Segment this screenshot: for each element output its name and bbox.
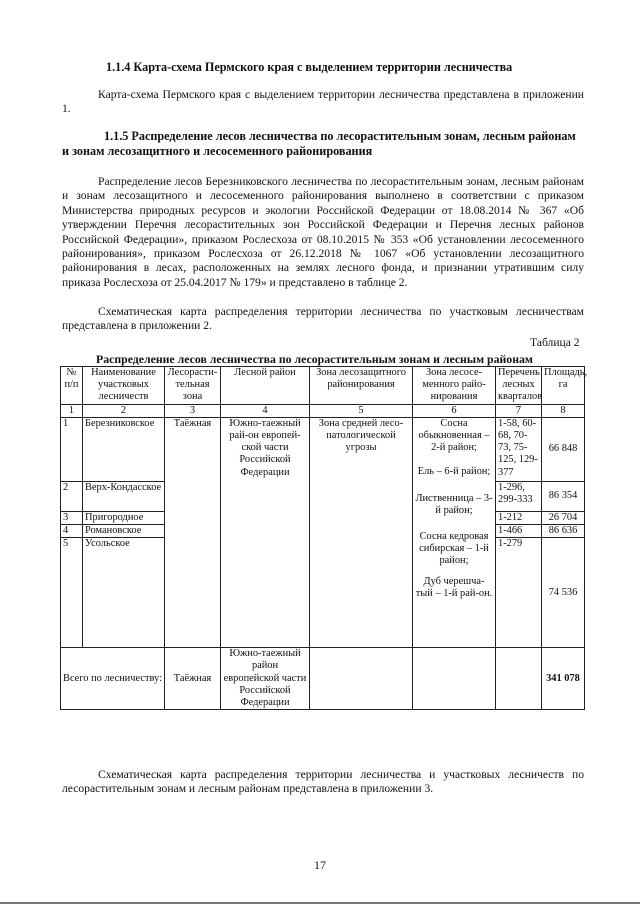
- total-empty: [413, 648, 496, 710]
- total-zone: Таёжная: [165, 648, 221, 710]
- table-caption: Распределение лесов лесничества по лесорастительным зонам и лесным районам: [96, 352, 533, 366]
- col-number: 5: [310, 404, 413, 417]
- header-protect: Зона лесозащитного районирования: [310, 367, 413, 405]
- row-quarters: 1-279: [496, 538, 542, 648]
- total-label: Всего по лесничеству:: [61, 648, 165, 710]
- seed-zone-cedar: Сосна кедровая сибирская – 1-й район;: [419, 531, 489, 567]
- total-empty: [310, 648, 413, 710]
- page-bottom-edge: [0, 902, 640, 904]
- row-area: 66 848: [542, 417, 585, 481]
- row-area: 86 354: [542, 481, 585, 511]
- forest-zone-cell: Таёжная: [165, 417, 221, 647]
- row-name: Пригородное: [83, 511, 165, 524]
- row-name: Романовское: [83, 525, 165, 538]
- paragraph-appendix-1: Карта-схема Пермского края с выделением территории лесничества представлена в приложении 1.: [62, 88, 584, 116]
- header-district: Лесной район: [221, 367, 310, 405]
- seed-zone-pine: Сосна обыкновенная – 2-й район;: [418, 417, 490, 454]
- row-quarters: 1-466: [496, 525, 542, 538]
- total-empty: [496, 648, 542, 710]
- row-num: 2: [61, 481, 83, 511]
- header-name: Наименование участковых лесничеств: [83, 367, 165, 405]
- heading-line-1: 1.1.5 Распределение лесов лесничества по лесорастительным зонам, лесным районам: [104, 129, 576, 143]
- protect-zone-cell: Зона средней лесо-патологической угрозы: [310, 417, 413, 647]
- col-number: 7: [496, 404, 542, 417]
- col-number: 1: [61, 404, 83, 417]
- header-seed: Зона лесосе-менного райо-нирования: [413, 367, 496, 405]
- row-num: 4: [61, 525, 83, 538]
- row-area: 86 636: [542, 525, 585, 538]
- heading-line-2: и зонам лесозащитного и лесосеменного районирования: [62, 144, 373, 158]
- row-quarters: 1-212: [496, 511, 542, 524]
- header-num: № п/п: [61, 367, 83, 405]
- seed-zone-larch: Лиственница – 3-й район;: [415, 492, 493, 516]
- row-area: 26 704: [542, 511, 585, 524]
- total-district: Южно-таежный район европейской части Российской Федерации: [221, 648, 310, 710]
- col-number: 6: [413, 404, 496, 417]
- seed-zone-oak: Дуб черешча-тый – 1-й рай-он.: [415, 575, 493, 599]
- row-area: 74 536: [542, 538, 585, 648]
- total-area: 341 078: [542, 648, 585, 710]
- section-heading-1-1-5: [62, 129, 592, 159]
- table-row: [61, 417, 585, 481]
- total-row: [61, 648, 585, 710]
- col-number: 8: [542, 404, 585, 417]
- header-quarters: Перечень лесных кварталов: [496, 367, 542, 405]
- col-number: 4: [221, 404, 310, 417]
- table-label: Таблица 2: [530, 336, 580, 349]
- table-header-row: [61, 367, 585, 405]
- seed-zone-spruce: Ель – 6-й район;: [417, 466, 491, 478]
- row-num: 5: [61, 538, 83, 648]
- page-number: 17: [314, 858, 326, 872]
- section-heading-1-1-4: 1.1.4 Карта-схема Пермского края с выделением территории лесничества: [106, 60, 513, 74]
- header-zone: Лесорасти-тельная зона: [165, 367, 221, 405]
- column-number-row: [61, 404, 585, 417]
- row-quarters: 1-296, 299-333: [496, 481, 542, 511]
- seed-zone-cell: [413, 417, 496, 647]
- paragraph-distribution: Распределение лесов Березниковского лесничества по лесорастительным зонам, лесным районам и зонам лесозащитного и лесосеменного районирования выполнено в соответствии с приказом Министерства природных ресурсов и экологии Российской Федерации от 18.08.2014 № 367 «Об утверждении Перечня лесорастительных зон Российской Федерации и Перечня лесных районов Российской Федерации», приказом Рослесхоза от 08.10.2015 № 353 «Об установлении лесосеменного районирования», приказом Рослесхоза от 26.12.2018 № 1067 «Об установлении лесозащитного районирования в лесах, расположенных на землях лесного фонда, и признании утратившим силу приказа Рослесхоза от 25.04.2017 № 179» и представлено в таблице 2.: [62, 175, 584, 289]
- paragraph-appendix-2: Схематическая карта распределения территории лесничества по участковым лесничествам представлена в приложении 2.: [62, 305, 584, 333]
- forest-distribution-table: [60, 366, 588, 710]
- row-name: Березниковское: [83, 417, 165, 481]
- row-name: Верх-Кондасское: [83, 481, 165, 511]
- row-num: 1: [61, 417, 83, 481]
- row-name: Усольское: [83, 538, 165, 648]
- col-number: 3: [165, 404, 221, 417]
- paragraph-appendix-3: Схематическая карта распределения территории лесничества и участковых лесничеств по лесорастительным зонам и лесным районам представлена в приложении 3.: [62, 768, 584, 796]
- row-num: 3: [61, 511, 83, 524]
- header-area: Площадь, га: [542, 367, 585, 405]
- col-number: 2: [83, 404, 165, 417]
- forest-district-cell: Южно-таежный рай-он европей-ской части Российской Федерации: [221, 417, 310, 647]
- row-quarters: 1-58, 60-68, 70-73, 75-125, 129-377: [496, 417, 542, 481]
